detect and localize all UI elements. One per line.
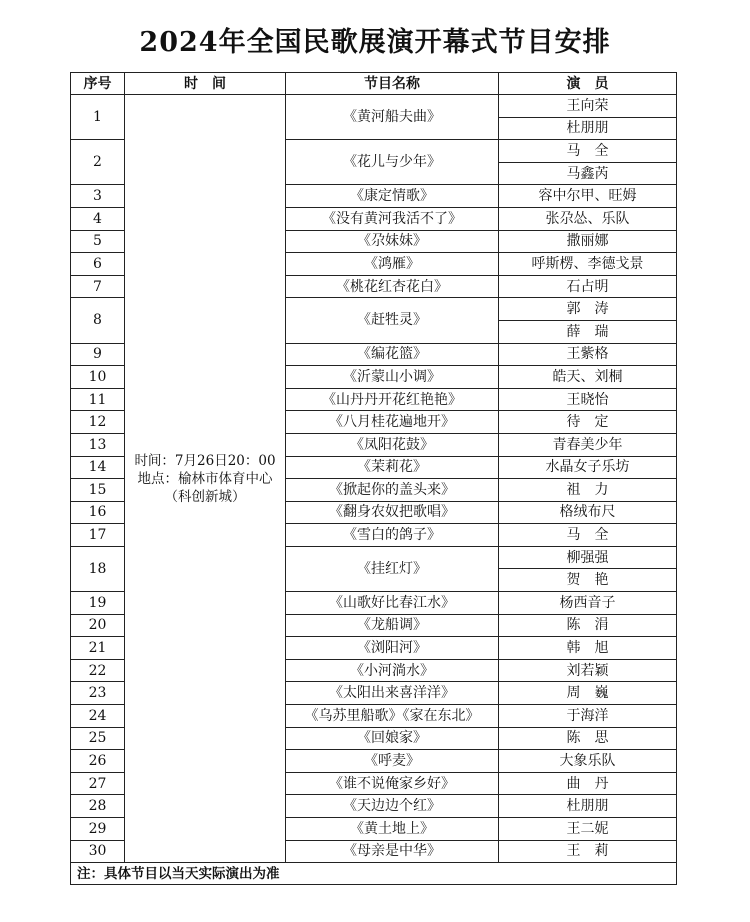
- performer-name: 待 定: [499, 411, 677, 434]
- program-name: 《花儿与少年》: [286, 140, 499, 185]
- program-name: 《编花篮》: [286, 343, 499, 366]
- program-name: 《康定情歌》: [286, 185, 499, 208]
- program-name: 《浏阳河》: [286, 637, 499, 660]
- time-info-area: （科创新城）: [164, 488, 246, 505]
- performer-name: 郭 涛: [499, 298, 677, 321]
- program-index: 3: [71, 185, 125, 208]
- performer-name: 王晓怡: [499, 388, 677, 411]
- program-name: 《黄土地上》: [286, 818, 499, 841]
- program-index: 23: [71, 682, 125, 705]
- program-index: 13: [71, 433, 125, 456]
- header-time: 时 间: [125, 73, 286, 95]
- program-index: 28: [71, 795, 125, 818]
- program-name: 《凤阳花鼓》: [286, 433, 499, 456]
- performer-name: 陈 思: [499, 727, 677, 750]
- program-index: 9: [71, 343, 125, 366]
- program-name: 《乌苏里船歌》《家在东北》: [286, 705, 499, 728]
- program-name: 《太阳出来喜洋洋》: [286, 682, 499, 705]
- program-name: 《谁不说俺家乡好》: [286, 772, 499, 795]
- time-place-cell: [125, 95, 286, 863]
- performer-name: 皓天、刘桐: [499, 366, 677, 389]
- program-name: 《没有黄河我活不了》: [286, 207, 499, 230]
- time-info-time: 时间：7月26日20：00: [134, 452, 276, 469]
- performer-name: 柳强强: [499, 546, 677, 569]
- program-index: 5: [71, 230, 125, 253]
- performer-name: 王向荣: [499, 95, 677, 118]
- footnote: 注：具体节目以当天实际演出为准: [71, 863, 677, 885]
- performer-name: 于海洋: [499, 705, 677, 728]
- performer-name: 薛 瑞: [499, 320, 677, 343]
- performer-name: 石占明: [499, 275, 677, 298]
- performer-name: 贺 艳: [499, 569, 677, 592]
- program-name: 《黄河船夫曲》: [286, 95, 499, 140]
- program-name: 《赶牲灵》: [286, 298, 499, 343]
- program-name: 《八月桂花遍地开》: [286, 411, 499, 434]
- program-index: 15: [71, 479, 125, 502]
- program-index: 26: [71, 750, 125, 773]
- program-name: 《挂红灯》: [286, 546, 499, 591]
- performer-name: 大象乐队: [499, 750, 677, 773]
- performer-name: 张尕怂、乐队: [499, 207, 677, 230]
- program-name: 《小河淌水》: [286, 659, 499, 682]
- program-index: 17: [71, 524, 125, 547]
- program-index: 8: [71, 298, 125, 343]
- performer-name: 周 巍: [499, 682, 677, 705]
- program-index: 10: [71, 366, 125, 389]
- performer-name: 王二妮: [499, 818, 677, 841]
- time-info-place: 地点：榆林市体育中心: [137, 470, 273, 487]
- table-row: [71, 95, 677, 118]
- program-index: 20: [71, 614, 125, 637]
- program-name: 《翻身农奴把歌唱》: [286, 501, 499, 524]
- note-row: [71, 863, 677, 885]
- program-index: 21: [71, 637, 125, 660]
- performer-name: 杨西音子: [499, 592, 677, 615]
- program-name: 《桃花红杏花白》: [286, 275, 499, 298]
- program-index: 11: [71, 388, 125, 411]
- program-index: 14: [71, 456, 125, 479]
- program-name: 《沂蒙山小调》: [286, 366, 499, 389]
- performer-name: 祖 力: [499, 479, 677, 502]
- program-index: 24: [71, 705, 125, 728]
- header-performer: 演 员: [499, 73, 677, 95]
- performer-name: 格绒布尺: [499, 501, 677, 524]
- performer-name: 马 全: [499, 524, 677, 547]
- program-index: 6: [71, 253, 125, 276]
- program-index: 7: [71, 275, 125, 298]
- performer-name: 马 全: [499, 140, 677, 163]
- program-name: 《山丹丹开花红艳艳》: [286, 388, 499, 411]
- header-index: 序号: [71, 73, 125, 95]
- performer-name: 曲 丹: [499, 772, 677, 795]
- program-index: 25: [71, 727, 125, 750]
- program-name: 《呼麦》: [286, 750, 499, 773]
- performer-name: 水晶女子乐坊: [499, 456, 677, 479]
- performer-name: 马鑫芮: [499, 162, 677, 185]
- program-name: 《雪白的鸽子》: [286, 524, 499, 547]
- schedule-table: [70, 72, 677, 885]
- program-index: 2: [71, 140, 125, 185]
- performer-name: 陈 涓: [499, 614, 677, 637]
- performer-name: 青春美少年: [499, 433, 677, 456]
- program-index: 29: [71, 818, 125, 841]
- program-name: 《龙船调》: [286, 614, 499, 637]
- schedule-body: [71, 95, 677, 863]
- performer-name: 撒丽娜: [499, 230, 677, 253]
- program-name: 《母亲是中华》: [286, 840, 499, 863]
- page-title: 2024年全国民歌展演开幕式节目安排: [139, 27, 611, 58]
- program-name: 《回娘家》: [286, 727, 499, 750]
- performer-name: 王 莉: [499, 840, 677, 863]
- performer-name: 王紫格: [499, 343, 677, 366]
- header-program: 节目名称: [286, 73, 499, 95]
- program-index: 4: [71, 207, 125, 230]
- program-name: 《鸿雁》: [286, 253, 499, 276]
- program-index: 27: [71, 772, 125, 795]
- program-name: 《掀起你的盖头来》: [286, 479, 499, 502]
- program-name: 《茉莉花》: [286, 456, 499, 479]
- program-index: 22: [71, 659, 125, 682]
- performer-name: 呼斯楞、李德戈景: [499, 253, 677, 276]
- program-name: 《尕妹妹》: [286, 230, 499, 253]
- program-index: 16: [71, 501, 125, 524]
- program-index: 19: [71, 592, 125, 615]
- program-index: 30: [71, 840, 125, 863]
- program-name: 《山歌好比春江水》: [286, 592, 499, 615]
- performer-name: 杜朋朋: [499, 117, 677, 140]
- performer-name: 刘若颖: [499, 659, 677, 682]
- performer-name: 杜朋朋: [499, 795, 677, 818]
- program-name: 《天边边个红》: [286, 795, 499, 818]
- header-row: [71, 73, 677, 95]
- program-index: 1: [71, 95, 125, 140]
- program-index: 18: [71, 546, 125, 591]
- performer-name: 容中尔甲、旺姆: [499, 185, 677, 208]
- program-index: 12: [71, 411, 125, 434]
- performer-name: 韩 旭: [499, 637, 677, 660]
